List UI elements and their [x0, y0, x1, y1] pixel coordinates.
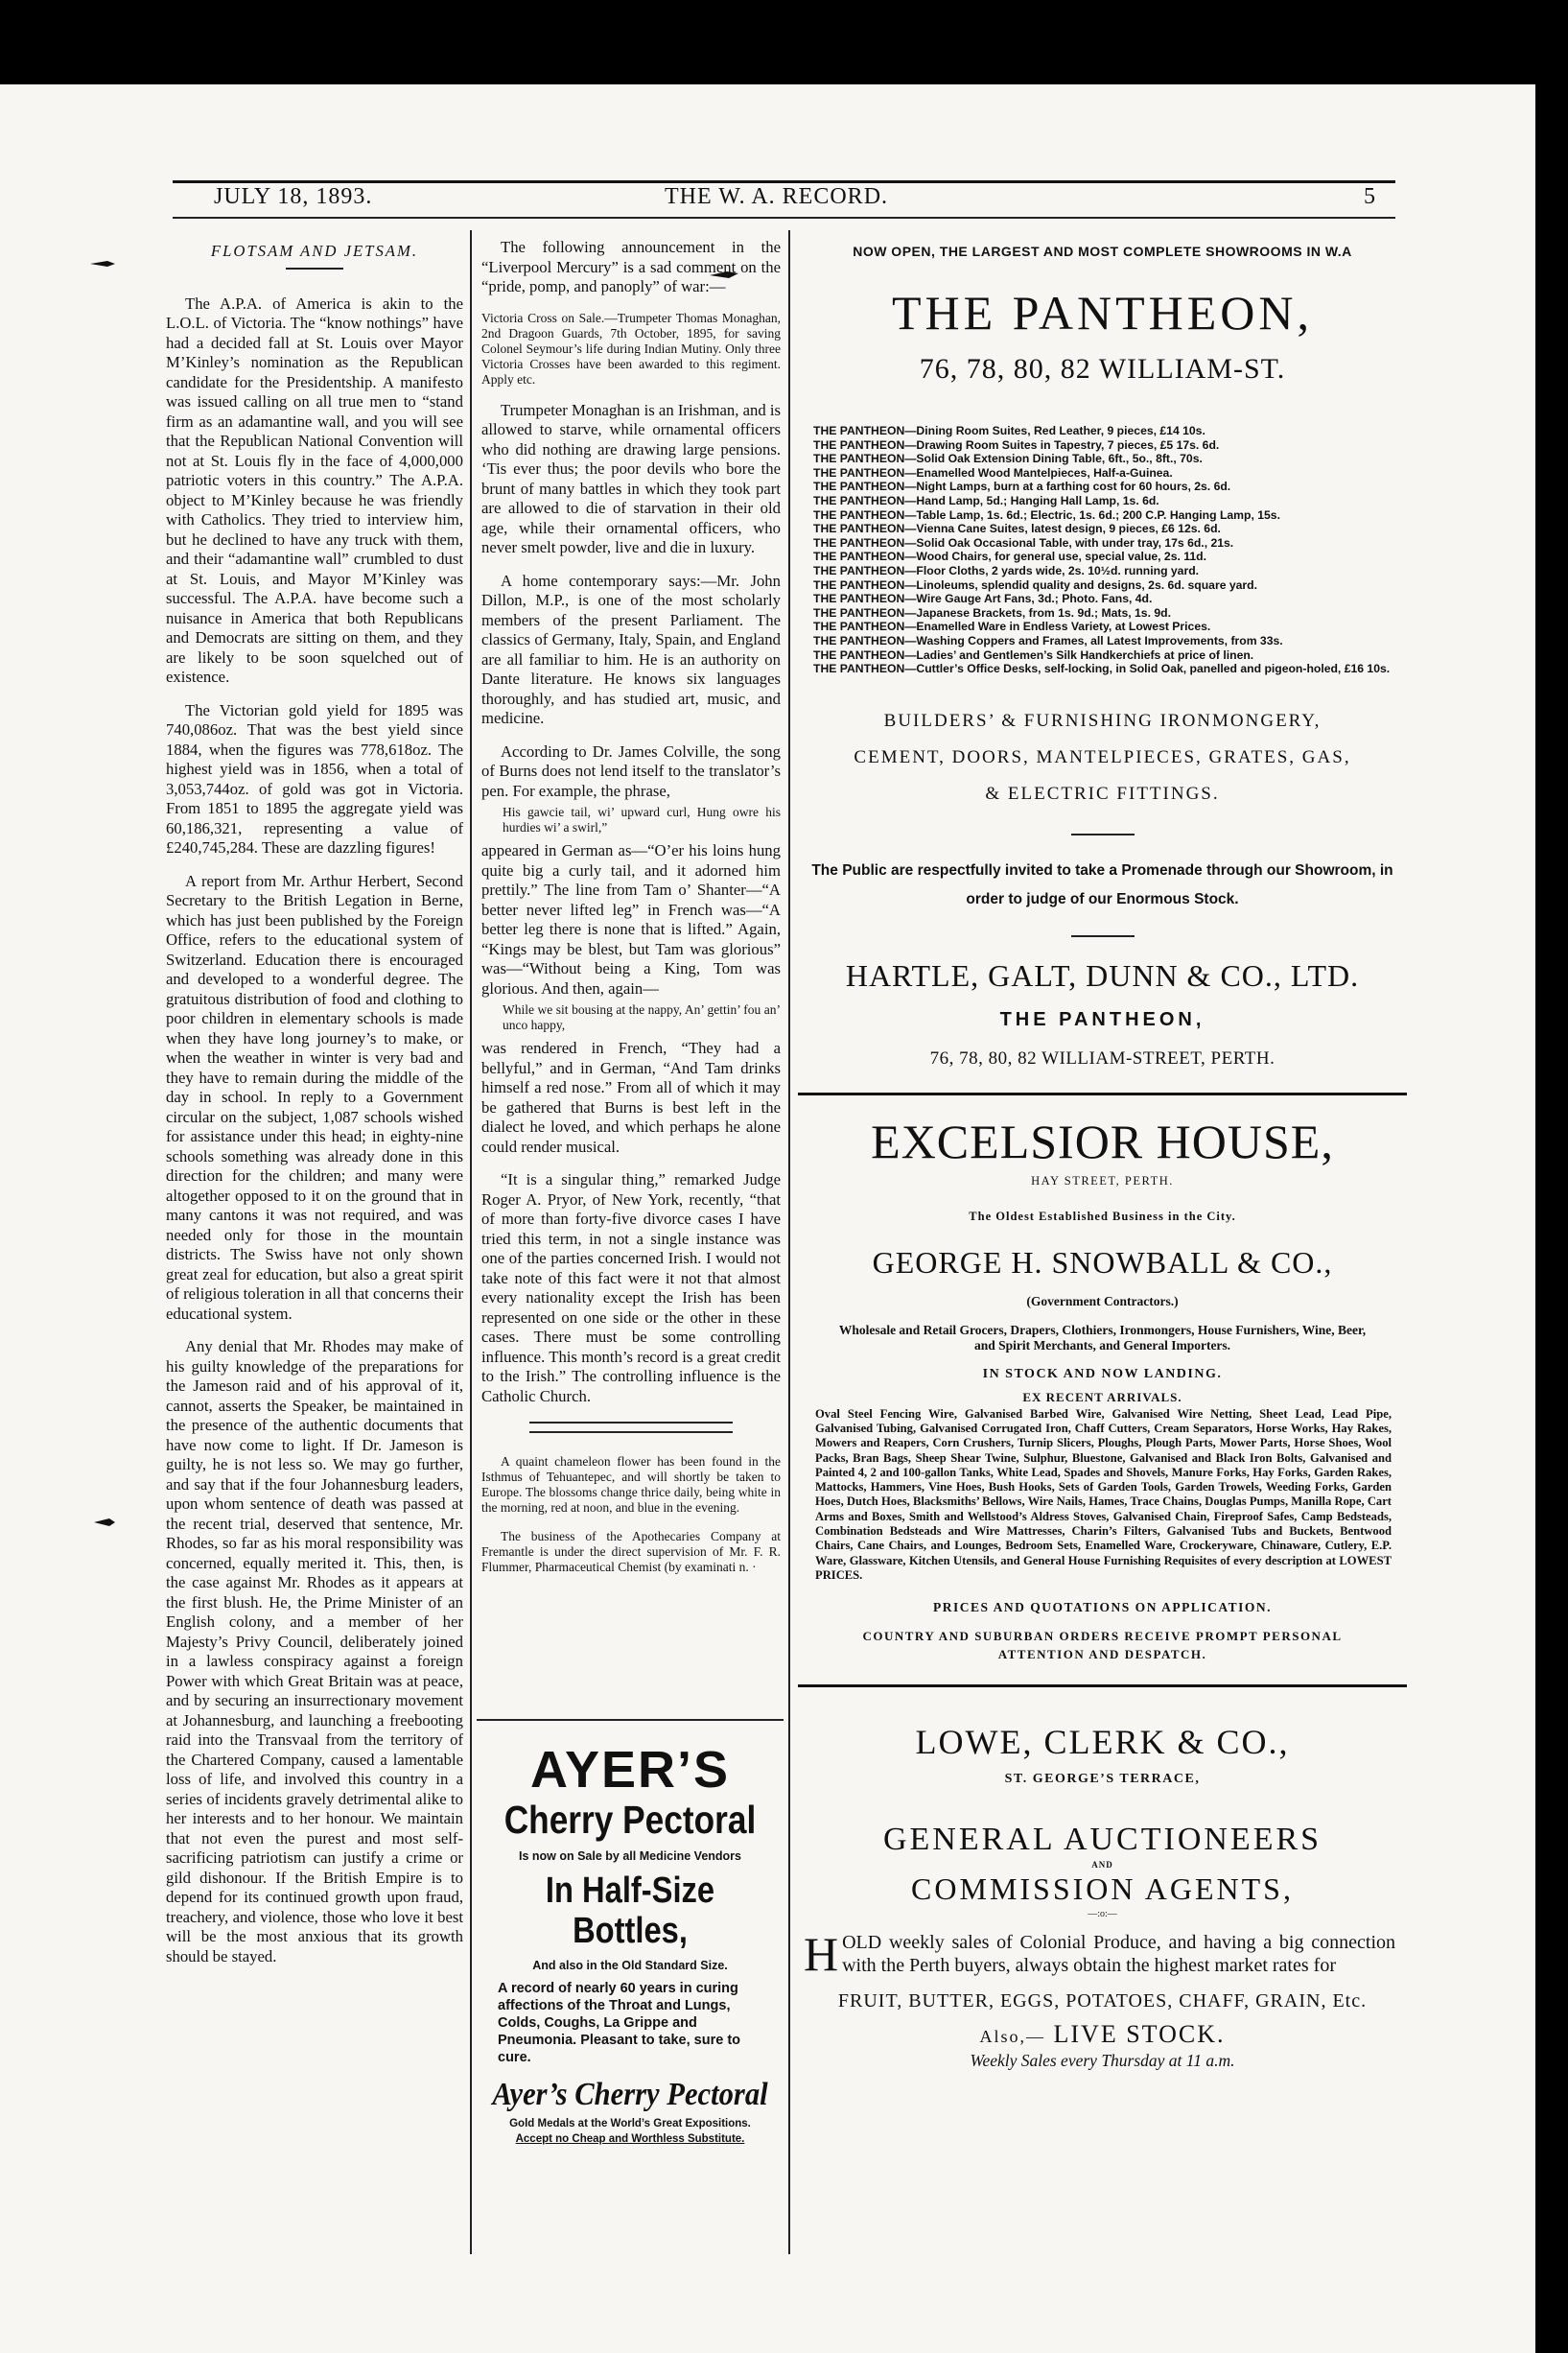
list-item: THE PANTHEON—Dining Room Suites, Red Leather, 9 pieces, £14 10s.	[813, 424, 1205, 437]
article-paragraph: Any denial that Mr. Rhodes may make of his guilty knowledge of the preparations for the Jameson raid and of his approval of it, cannot, asserts the Speaker, be maintained in the presence of the authentic documents that have now come to light. If Dr. Jameson is guilty, he is not less so. We may go further, and say that if the four Johannesburg leaders, upon whom sentence of death was passed at the recent trial, deserved that sentence, Mr. Rhodes, so far as his moral responsibility was concerned, equally merited it. This, then, is the case against Mr. Rhodes as it appears at the first blush. He, the Prime Minister of an English colony, and a member of her Majesty’s Privy Council, deliberately joined in a lawless conspiracy against a foreign Power with which Great Britain was at peace, and by securing an insurrectionary movement at Johannesburg, and launching a freebooting raid into the Transvaal from the territory of the Chartered Company, caused a lamentable loss of life, and involved this country in a series of incidents gravely detrimental alike to her interests and to her honour. We maintain that not even the purest and most self-sacrificing patriotism can justify a crime or gild dishonour. If the British Empire is to depend for its continued growth upon fraud, treachery, and violence, those who love it best will be the most anxious that its growth should be stayed.	[166, 1337, 463, 1965]
list-item: THE PANTHEON—Enamelled Ware in Endless Variety, at Lowest Prices.	[813, 620, 1211, 634]
right-advertisements	[798, 230, 1407, 2071]
ayer-advertisement	[477, 1727, 784, 2350]
verse-quote: While we sit bousing at the nappy, An’ gettin’ fou an’ unco happy,	[503, 1002, 781, 1032]
pointing-hand-icon	[88, 257, 117, 271]
divider	[1071, 834, 1135, 835]
scan-border-right	[1535, 0, 1568, 2353]
also-label: Also,—	[979, 2027, 1046, 2047]
list-item: THE PANTHEON—Solid Oak Extension Dining Table, 6ft., 5o., 8ft., 70s.	[813, 452, 1203, 466]
livestock-label: LIVE STOCK.	[1053, 2020, 1226, 2049]
snowball-firm: GEORGE H. SNOWBALL & CO.,	[872, 1244, 1333, 1280]
ad-script-logo: Ayer’s Cherry Pectoral	[492, 2077, 768, 2112]
section-rule	[798, 1684, 1407, 1687]
excelsior-street: HAY STREET, PERTH.	[1031, 1173, 1174, 1188]
produce-line: FRUIT, BUTTER, EGGS, POTATOES, CHAFF, GRAIN, Etc.	[837, 1990, 1368, 2012]
quoted-notice: Victoria Cross on Sale.—Trumpeter Thomas Monaghan, 2nd Dragoon Guards, 7th October, 1895, for saving Colonel Seymour’s life during Indian Mutiny. Only three Victoria Crosses have been awarded to this regiment. Apply etc.	[481, 310, 781, 387]
sales-text: OLD weekly sales of Colonial Produce, and having a big connection with the Perth buyers, always obtain the highest market rates for	[842, 1932, 1395, 1977]
article-paragraph: was rendered in French, “They had a bellyful,” and in German, “And Tam drinks himself a red nose.” From all of which it may be gathered that Burns is best left in the dialect he loved, and which perhaps he alone could render musical.	[481, 1039, 781, 1156]
article-paragraph: A home contemporary says:—Mr. John Dillon, M.P., is one of the most scholarly members of the present Parliament. The classics of Germany, Italy, Spain, and England are all familiar to him. He is an authority on Dante literature. He knows six languages thoroughly, and has studied art, music, and medicine.	[481, 571, 781, 727]
livestock-line	[798, 2020, 1407, 2049]
list-item: THE PANTHEON—Wood Chairs, for general use, special value, 2s. 11d.	[813, 550, 1206, 564]
article-paragraph: “It is a singular thing,” remarked Judge Roger A. Pryor, of New York, recently, “that of more than forty-five divorce cases I have tried this term, in not a single instance was one of the parties concerned Irish. I would not take note of this fact were it not that almost every nationality except the Irish has been represented on one side or the other in these cases. There must be some controlling influence. This month’s record is a great credit to the Irish.” The controlling influence is the Catholic Church.	[481, 1170, 781, 1405]
government-contractors: (Government Contractors.)	[1026, 1293, 1179, 1308]
double-rule	[529, 1422, 733, 1433]
ad-title: AYER’S	[529, 1741, 731, 1799]
list-item: THE PANTHEON—Japanese Brackets, from 1s. 9d.; Mats, 1s. 9d.	[813, 605, 1171, 620]
divider	[1071, 935, 1135, 937]
list-item: THE PANTHEON—Linoleums, splendid quality and designs, 2s. 6d. square yard.	[813, 577, 1257, 592]
article-paragraph: According to Dr. James Colville, the song of Burns does not lend itself to the translator’s pen. For example, the phrase,	[481, 741, 781, 800]
lowe-title: LOWE, CLERK & CO.,	[915, 1723, 1290, 1762]
goods-list: Oval Steel Fencing Wire, Galvanised Barbed Wire, Galvanised Wire Netting, Sheet Lead, Lead Pipe, Galvanised Tubing, Galvanised Corrugated Iron, Chaff Cutters, Cream Separators, Horse Works, Hay Rakes, Mowers and Reapers, Corn Crushers, Turnip Slicers, Ploughs, Plough Parts, Mower Parts, Horse Shoes, Wool Packs, Bran Bags, Sheep Shear Twine, Sulphur, Bluestone, Galvanised and Black Iron Bolts, Galvanised and Painted 4, 2 and 100-gallon Tanks, White Lead, Spades and Shovels, Manure Forks, Hay Forks, Garden Rakes, Mattocks, Hammers, Vine Hoes, Bush Hooks, Sets of Garden Tools, Garden Trowels, Weeding Forks, Garden Hoes, Dutch Hoes, Blacksmiths’ Bellows, Wire Nails, Hames, Trace Chains, Douglas Pumps, Manilla Rope, Cart Arms and Boxes, Smith and Wellstood’s Aldress Stoves, Galvanised Chain, Fireproof Safes, Camp Bedsteads, Combination Bedsteads and Wire Mattresses, Charin’s Filters, Galvanised Tubs and Buckets, Bentwood Chairs, Cane Chairs, and Lounges, Bedroom Sets, Enamelled Ware, Crockeryware, Chinaware, Cutlery, E.P. Ware, Glassware, Kitchen Utensils, and General House Furnishing Requisites of every description at LOWEST PRICES.	[815, 1406, 1392, 1582]
title-rule	[286, 268, 343, 270]
ad-product: Cherry Pectoral	[503, 1798, 757, 1842]
page-number: 5	[1364, 184, 1376, 209]
article-paragraph: A quaint chameleon flower has been found in the Isthmus of Tehuantepec, and will shortly be taken to Europe. The blossoms change thrice daily, being white in the morning, red at noon, and blue in the evening.	[481, 1454, 781, 1515]
in-stock: IN STOCK AND NOW LANDING.	[982, 1366, 1223, 1381]
list-item: THE PANTHEON—Cuttler’s Office Desks, self-locking, in Solid Oak, panelled and pigeon-holed, £16 10s.	[813, 662, 1391, 676]
list-item: THE PANTHEON—Solid Oak Occasional Table, with under tray, 17s 6d., 21s.	[813, 535, 1234, 550]
column-rule	[788, 230, 790, 2254]
pointing-hand-icon	[92, 1516, 117, 1529]
article-paragraph: The following announcement in the “Liverpool Mercury” is a sad comment on the “pride, pomp, and panoply” of war:—	[481, 238, 781, 295]
pantheon-address: 76, 78, 80, 82 WILLIAM-ST.	[919, 353, 1286, 385]
paper-title: THE W. A. RECORD.	[665, 184, 889, 209]
article-paragraph: A report from Mr. Arthur Herbert, Second Secretary to the British Legation in Berne, which has just been published by the Foreign Office, refers to the educational system of Switzerland. Education there is encouraged and developed to a wonderful degree. The gratuitous distribution of food and clothing to poor children in elementary schools is made when they have long journey’s to make, or when the weather in winter is very bad and they have to remain during the middle of the day in school. In reply to a Government circular on the subject, 1,087 schools wished for assistance under this head; in eighty-nine schools something was already done in this direction for the children; and many were altogether opposed to it on the ground that in many cantons it was not required, and was needed only for those in the mountain districts. The Swiss have not only shown great zeal for education, but also a great spirit of religious toleration in all that concerns their educational system.	[166, 871, 464, 1323]
list-item: THE PANTHEON—Ladies’ and Gentlemen’s Silk Handkerchiefs at price of linen.	[813, 647, 1254, 662]
ad-standard-size: And also in the Old Standard Size.	[532, 1959, 728, 1972]
section-rule	[798, 1093, 1407, 1095]
pantheon-price-list	[813, 424, 1398, 676]
sales-paragraph	[804, 1927, 1395, 1982]
pantheon-banner: NOW OPEN, THE LARGEST AND MOST COMPLETE SHOWROOMS IN W.A	[853, 244, 1352, 259]
pantheon-street-address: 76, 78, 80, 82 WILLIAM-STREET, PERTH.	[929, 1047, 1275, 1069]
auctioneers-line: GENERAL AUCTIONEERS	[882, 1822, 1322, 1858]
ad-sale-line: Is now on Sale by all Medicine Vendors	[518, 1849, 741, 1863]
ad-gold-medals: Gold Medals at the World’s Great Expositions.	[509, 2118, 751, 2129]
ad-record: A record of nearly 60 years in curing affections of the Throat and Lungs, Colds, Coughs, La Grippe and Pneumonia. Pleasant to take, sure to cure.	[498, 1981, 741, 2065]
excelsior-oldest: The Oldest Established Business in the City.	[969, 1209, 1236, 1223]
list-item: THE PANTHEON—Vienna Cane Suites, latest design, 9 pieces, £6 12s. 6d.	[813, 522, 1221, 536]
pantheon-title: THE PANTHEON,	[891, 286, 1314, 340]
column-rule	[470, 230, 472, 2254]
builders-line: BUILDERS’ & FURNISHING IRONMONGERY, CEMENT, DOORS, MANTELPIECES, GRATES, GAS, & ELECTRIC FITTINGS.	[854, 710, 1351, 804]
article-title: FLOTSAM AND JETSAM.	[210, 242, 419, 260]
article-paragraph: The Victorian gold yield for 1895 was 740,086oz. That was the best yield since 1884, when the figures was 778,618oz. The highest yield was in 1856, when a total of 3,053,744oz. of gold was got in Victoria. From 1851 to 1895 the aggregate yield was 60,186,321, representing a value of £240,745,284. These are dazzling figures!	[166, 700, 463, 857]
list-item: THE PANTHEON—Hand Lamp, 5d.; Hanging Hall Lamp, 1s. 6d.	[813, 493, 1159, 507]
ornament-dash: —:o:—	[1088, 1909, 1117, 1920]
list-item: THE PANTHEON—Wire Gauge Art Fans, 3d.; Photo. Fans, 4d.	[813, 592, 1153, 606]
country-orders: COUNTRY AND SUBURBAN ORDERS RECEIVE PROMPT PERSONAL ATTENTION AND DESPATCH.	[862, 1629, 1343, 1662]
column-flotsam	[166, 242, 463, 1980]
wholesale-line: Wholesale and Retail Grocers, Drapers, Clothiers, Ironmongers, House Furnishers, Wine, Beer, and Spirit Merchants, and General Importers.	[838, 1322, 1367, 1353]
article-paragraph: appeared in German as—“O’er his loins hung quite big a curly tail, and it adorned him prettily.” The line from Tam o’ Shanter—“A better never lifted leg” in French was—“A better leg there is none that is lifted.” Again, “Kings may be blest, but Tam was glorious” was—“Without being a King, Tom was glorious. And then, again—	[481, 841, 781, 998]
list-item: THE PANTHEON—Drawing Room Suites in Tapestry, 7 pieces, £5 17s. 6d.	[813, 437, 1220, 452]
scan-border-top	[0, 0, 1568, 84]
article-paragraph: The A.P.A. of America is akin to the L.O.L. of Victoria. The “know nothings” have had a decided fall at St. Louis over Mayor M’Kinley’s nomination as the Republican candidate for the Presidentship. A manifesto was issued calling on all true men to “stand firm as an adamantine wall, and you will see that the Republican National Convention will not at St. Louis fly in the face of 4,000,000 patriotic voters in this country.” The A.P.A. object to M’Kinley because he was friendly with Catholics. They tried to interview him, but he declined to have any truck with them, and their “adamantine wall” crumbled to dust at St. Louis, and Mayor M’Kinley was successful. The A.P.A. have become such a nuisance in America that both Republicans and Democrats are sitting on them, and they are likely to be soon squelched out of existence.	[166, 294, 463, 686]
ad-half-size: In Half-Size Bottles,	[545, 1871, 715, 1951]
list-item: THE PANTHEON—Enamelled Wood Mantelpieces, Half-a-Guinea.	[813, 465, 1173, 480]
pantheon-subtitle: THE PANTHEON,	[999, 1008, 1205, 1030]
list-item: THE PANTHEON—Floor Cloths, 2 yards wide, 2s. 10½d. running yard.	[813, 563, 1200, 577]
prices-line: PRICES AND QUOTATIONS ON APPLICATION.	[933, 1600, 1272, 1615]
recent-arrivals: EX RECENT ARRIVALS.	[1022, 1389, 1182, 1404]
header-rule-bottom	[173, 217, 1395, 219]
weekly-sales: Weekly Sales every Thursday at 11 a.m.	[970, 2051, 1235, 2071]
header-rule	[173, 180, 1395, 183]
page-header	[176, 184, 1393, 217]
promenade-invite: The Public are respectfully invited to take a Promenade through our Showroom, in order to judge of our Enormous Stock.	[811, 861, 1393, 907]
commission-line: COMMISSION AGENTS,	[911, 1871, 1294, 1907]
article-paragraph: The business of the Apothecaries Company at Fremantle is under the direct supervision of Mr. F. R. Flummer, Pharmaceutical Chemist (by examinati n. ·	[481, 1529, 781, 1574]
drop-cap: H	[804, 1927, 839, 1982]
excelsior-title: EXCELSIOR HOUSE,	[871, 1114, 1334, 1168]
and-line: AND	[1091, 1860, 1113, 1871]
hartle-firm: HARTLE, GALT, DUNN & CO., LTD.	[845, 957, 1360, 993]
column-news	[481, 238, 781, 1588]
list-item: THE PANTHEON—Washing Coppers and Frames, all Latest Improvements, from 33s.	[813, 633, 1283, 647]
ad-accept-line: Accept no Cheap and Worthless Substitute.	[515, 2133, 745, 2145]
list-item: THE PANTHEON—Night Lamps, burn at a farthing cost for 60 hours, 2s. 6d.	[813, 480, 1231, 494]
verse-quote: His gawcie tail, wi’ upward curl, Hung owre his hurdies wi’ a swirl,”	[503, 805, 781, 835]
ad-border	[477, 1719, 784, 1721]
article-paragraph: Trumpeter Monaghan is an Irishman, and is allowed to starve, while ornamental officers who did nothing are drawing large pensions. ‘Tis ever thus; the poor devils who bore the brunt of many battles in which they took part are allowed to die of starvation in their old age, while their ornamental officers, who never smelt powder, live and die in luxury.	[481, 400, 781, 556]
issue-date: JULY 18, 1893.	[214, 184, 373, 209]
list-item: THE PANTHEON—Table Lamp, 1s. 6d.; Electric, 1s. 6d.; 200 C.P. Hanging Lamp, 15s.	[813, 507, 1280, 522]
lowe-terrace: ST. GEORGE’S TERRACE,	[1004, 1772, 1201, 1787]
